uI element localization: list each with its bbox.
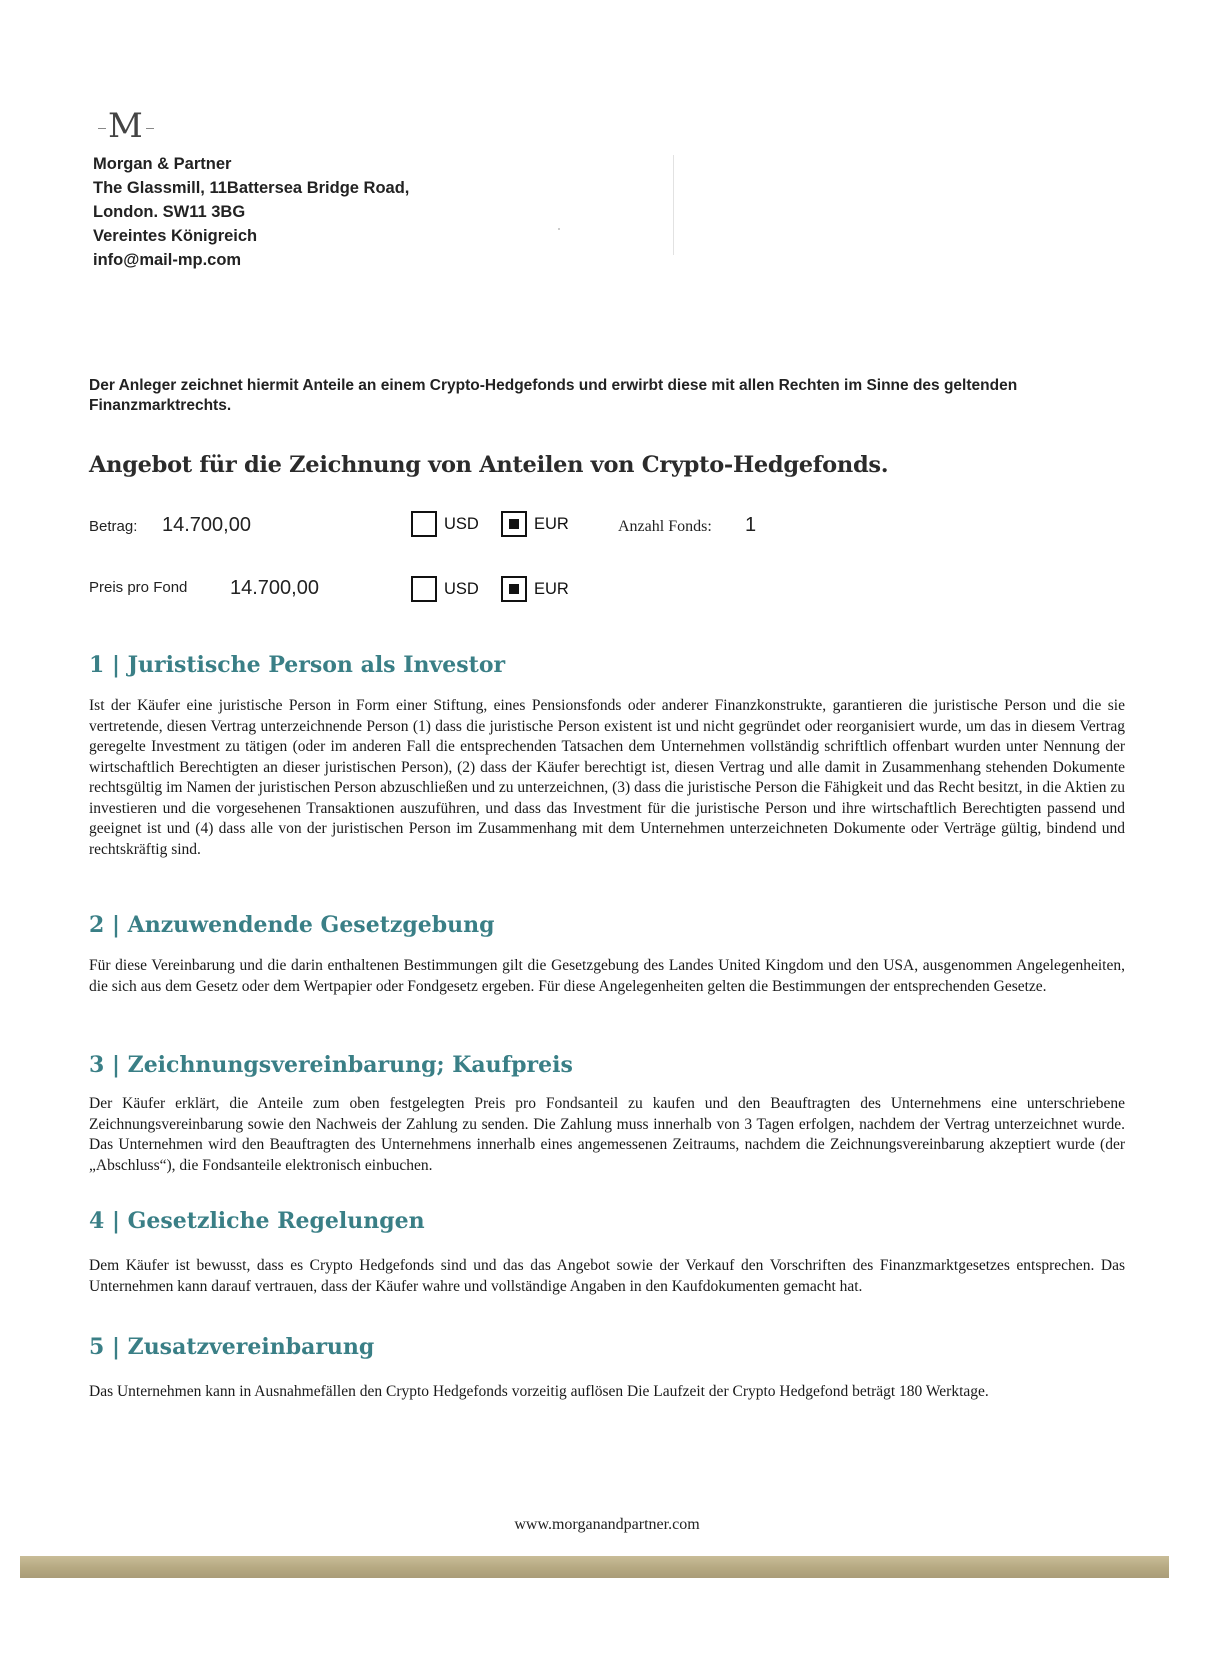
price-usd-checkbox[interactable] [411,576,437,602]
price-eur-checkbox[interactable] [501,576,527,602]
logo-letter: M [108,106,144,146]
amount-label: Betrag: [89,518,138,535]
price-eur-label: EUR [534,580,569,598]
divider [673,155,674,255]
amount-eur-checkbox[interactable] [501,511,527,537]
address-line-1: The Glassmill, 11Battersea Bridge Road, [93,179,410,197]
section-2-body: Für diese Vereinbarung und die darin enthaltenen Bestimmungen gilt die Gesetzgebung des Landes United Kingdom und den USA, ausgenommen Angelegenheiten, die sich aus dem Gesetz oder dem Wertpapier oder Fondgesetz ergeben. Für diese Angelegenheiten gelten die Bestimmungen der entsprechenden Gesetze. [89,957,1125,995]
fund-count-value: 1 [745,514,757,536]
address-country: Vereintes Königreich [93,227,258,245]
company-address [93,152,409,272]
intro-text: Der Anleger zeichnet hiermit Anteile an einem Crypto-Hedgefonds und erwirbt diese mit allen Rechten im Sinne des geltenden Finanzmarktrechts. [89,377,1018,414]
company-email: info@mail-mp.com [93,251,242,269]
address-line-2: London. SW11 3BG [93,203,246,221]
company-name: Morgan & Partner [93,155,232,173]
section-2-heading: 2 | Anzuwendende Gesetzgebung [89,912,495,938]
amount-usd-checkbox[interactable] [411,511,437,537]
price-value: 14.700,00 [230,577,319,599]
section-5-body: Das Unternehmen kann in Ausnahmefällen den Crypto Hedgefonds vorzeitig auflösen Die Laufzeit der Crypto Hedgefond beträgt 180 Werktage. [89,1383,989,1400]
amount-value: 14.700,00 [162,514,251,536]
footer-website-link[interactable]: www.morganandpartner.com [514,1516,700,1533]
section-1-heading: 1 | Juristische Person als Investor [89,652,506,678]
price-label: Preis pro Fond [89,579,188,596]
scan-speck [558,228,560,230]
section-1-body: Ist der Käufer eine juristische Person in Form einer Stiftung, eines Pensionsfonds oder anderer Finanzkonstrukte, garantieren die juristische Person und die sie vertretende, diesen Vertrag unterzeichnende Person (1) dass die juristische Person existent ist und nicht gegründet oder reorganisiert wurde, um das in diesem Vertrag geregelte Investment zu tätigen (oder im anderen Fall die entsprechenden Tatsachen dem Unternehmen vollständig schriftlich offenbart wurden unter Nennung der wirtschaftlich Berechtigten an dieser juristischen Person), (2) dass der Käufer berechtigt ist, diesen Vertrag und alle damit in Zusammenhang stehenden Dokumente rechtsgültig im Namen der juristischen Person abzuschließen und zu unterzeichnen, (3) dass die juristische Person die Fähigkeit und das Recht besitzt, in die Aktien zu investieren und die vorgesehenen Transaktionen auszuführen, und dass das Investment für die juristische Person und ihre wirtschaftlich Berechtigten passend und geeignet ist und (4) dass alle von der juristischen Person im Zusammenhang mit dem Unternehmen unterzeichneten Dokumente oder Verträge gültig, bindend und rechtskräftig sind. [89,697,1125,858]
section-4-body: Dem Käufer ist bewusst, dass es Crypto Hedgefonds sind und das das Angebot sowie der Verkauf den Vorschriften des Finanzmarktgesetzes entsprechen. Das Unternehmen kann darauf vertrauen, dass der Käufer wahre und vollständige Angaben in den Kaufdokumenten gemacht hat. [89,1257,1125,1295]
section-3-heading: 3 | Zeichnungsvereinbarung; Kaufpreis [89,1052,573,1078]
amount-eur-label: EUR [534,515,569,533]
section-3-body: Der Käufer erklärt, die Anteile zum oben festgelegten Preis pro Fondsanteil zu kaufen und den Beauftragten des Unternehmens eine unterschriebene Zeichnungsvereinbarung sowie den Nachweis der Zahlung zu senden. Die Zahlung muss innerhalb von 3 Tagen erfolgen, nachdem der Vertrag unterzeichnet wurde. Das Unternehmen wird den Beauftragten des Unternehmens innerhalb eines angemessenen Zeitraums, nachdem die Zeichnungsvereinbarung akzeptiert wurde (der „Abschluss“), die Fondsanteile elektronisch einbuchen. [89,1095,1125,1174]
fund-count-label: Anzahl Fonds: [618,518,712,535]
company-logo [96,106,156,146]
amount-usd-label: USD [444,515,479,533]
section-5-heading: 5 | Zusatzvereinbarung [89,1334,375,1360]
document-title: Angebot für die Zeichnung von Anteilen von Crypto-Hedgefonds. [89,452,889,478]
section-4-heading: 4 | Gesetzliche Regelungen [89,1208,425,1234]
footer-bar [20,1556,1169,1578]
price-usd-label: USD [444,580,479,598]
